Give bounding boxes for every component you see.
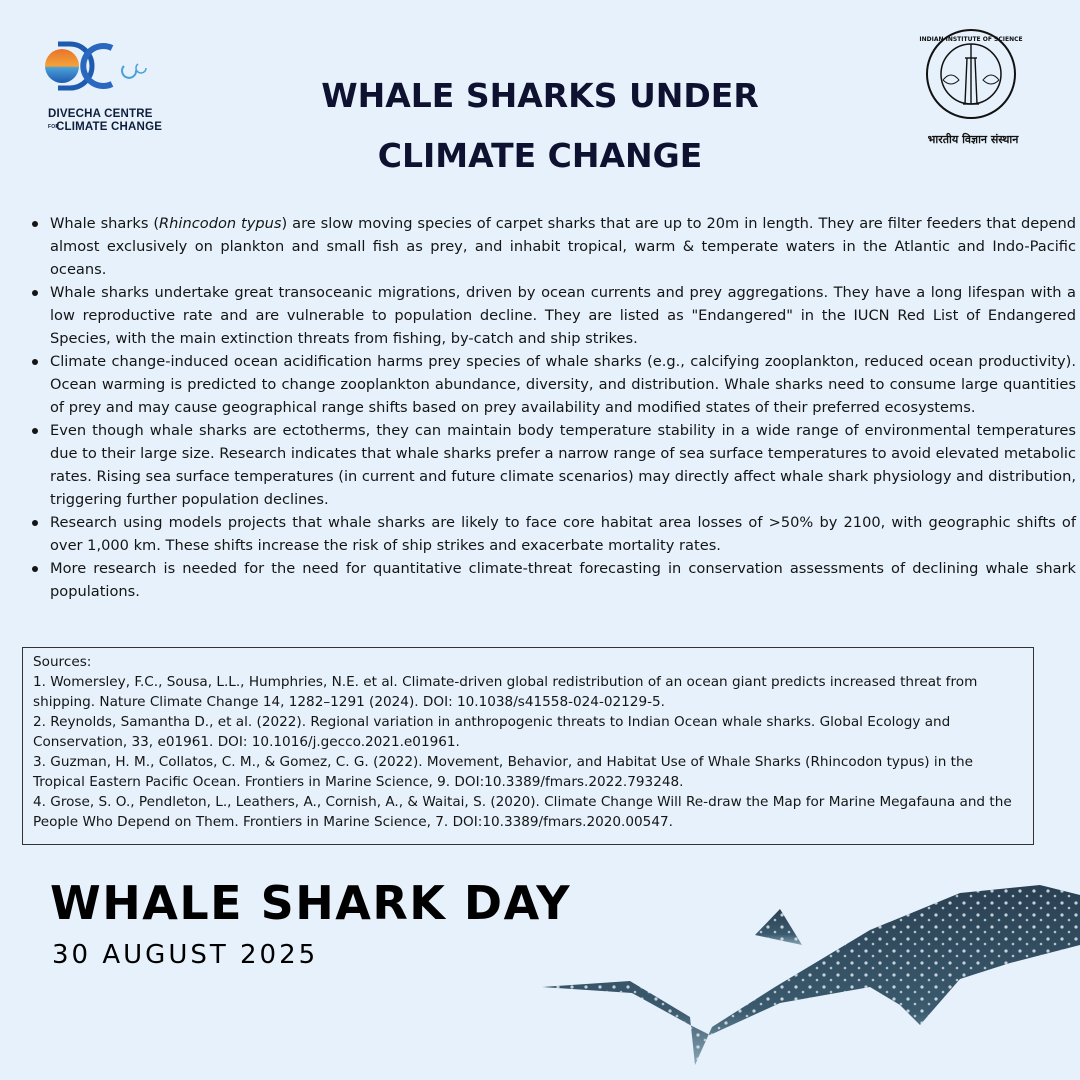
source-2: 2. Reynolds, Samantha D., et al. (2022). Regional variation in anthropogenic threats to Indian Ocean whale sharks. Global Ecology and Conservation, 33, e01961. DOI: 10.1016/j.gecco.2021.e01961. xyxy=(33,714,951,750)
dccc-for: FOR xyxy=(48,123,60,130)
divecha-centre-logo xyxy=(40,38,170,138)
source-3: 3. Guzman, H. M., Collatos, C. M., & Gomez, C. G. (2022). Movement, Behavior, and Habitat Use of Whale Sharks (Rhincodon typus) in the Tropical Eastern Pacific Ocean. Frontiers in Marine Science, 9. DOI:10.3389/fmars.2022.793248. xyxy=(33,754,973,790)
title-line-2: CLIMATE CHANGE xyxy=(377,136,703,175)
shark-body xyxy=(542,885,1080,1065)
dccc-emblem-icon xyxy=(40,38,160,108)
iisc-seal-icon xyxy=(915,28,1031,128)
dccc-line2: CLIMATE CHANGE xyxy=(56,121,163,133)
source-4: 4. Grose, S. O., Pendleton, L., Leathers, A., Cornish, A., & Waitai, S. (2020). Climate Change Will Re-draw the Map for Marine Megafauna and the People Who Depend on Them. Frontiers in Marine Science, 7. DOI:10.3389/fmars.2020.00547. xyxy=(33,794,1012,830)
source-1: 1. Womersley, F.C., Sousa, L.L., Humphries, N.E. et al. Climate-driven global redistribution of an ocean giant predicts increased threat from shipping. Nature Climate Change 14, 1282–1291 (2024). DOI: 10.1038/s41558-024-02129-5. xyxy=(33,674,978,710)
fact-1-text-a: Whale sharks ( xyxy=(50,215,160,232)
page-title xyxy=(260,66,820,186)
sources-heading: Sources: xyxy=(33,654,92,670)
iisc-logo xyxy=(915,28,1035,158)
whale-shark-illustration xyxy=(540,875,1080,1075)
fact-item-1 xyxy=(50,212,1076,281)
fact-list xyxy=(28,212,1076,603)
iisc-hindi-name: भारतीय विज्ञान संस्थान xyxy=(927,133,1019,146)
fact-item-4: Even though whale sharks are ectotherms, they can maintain body temperature stability in a wide range of environmental temperatures due to their large size. Research indicates that whale sharks prefer a narrow range of sea surface temperatures to avoid elevated metabolic rates. Rising sea surface temperatures (in current and future climate scenarios) may directly affect whale shark physiology and distribution, triggering further population declines. xyxy=(50,419,1076,511)
fact-item-5: Research using models projects that whale sharks are likely to face core habitat area losses of >50% by 2100, with geographic shifts of over 1,000 km. These shifts increase the risk of ship strikes and exacerbate mortality rates. xyxy=(50,511,1076,557)
iisc-ring-text: INDIAN INSTITUTE OF SCIENCE xyxy=(919,36,1023,43)
dccc-caption xyxy=(48,108,162,134)
fact-item-3: Climate change-induced ocean acidification harms prey species of whale sharks (e.g., calcifying zooplankton, reduced ocean productivity). Ocean warming is predicted to change zooplankton abundance, diversity, and distribution. Whale sharks need to consume large quantities of prey and may cause geographical range shifts based on prey availability and modified states of their preferred ecosystems. xyxy=(50,350,1076,419)
title-line-1: WHALE SHARKS UNDER xyxy=(321,76,759,115)
fact-item-6: More research is needed for the need for quantitative climate-threat forecasting in conservation assessments of declining whale shark populations. xyxy=(50,557,1076,603)
event-name: WHALE SHARK DAY xyxy=(50,876,572,930)
species-name: Rhincodon typus xyxy=(159,215,282,232)
fact-item-2: Whale sharks undertake great transoceanic migrations, driven by ocean currents and prey aggregations. They have a long lifespan with a low reproductive rate and are vulnerable to population decline. They are listed as "Endangered" in the IUCN Red List of Endangered Species, with the main extinction threats from fishing, by-catch and ship strikes. xyxy=(50,281,1076,350)
sources-box xyxy=(22,647,1034,845)
dccc-line1: DIVECHA CENTRE xyxy=(48,108,153,120)
fact-1-text-b: ) are slow moving species of carpet sharks that are up to 20m in length. They are filter feeders that depend almost exclusively on plankton and small fish as prey, and inhabit tropical, warm & temperate waters in the Atlantic and Indo-Pacific oceans. xyxy=(50,215,1076,278)
event-date: 30 AUGUST 2025 xyxy=(52,940,319,970)
